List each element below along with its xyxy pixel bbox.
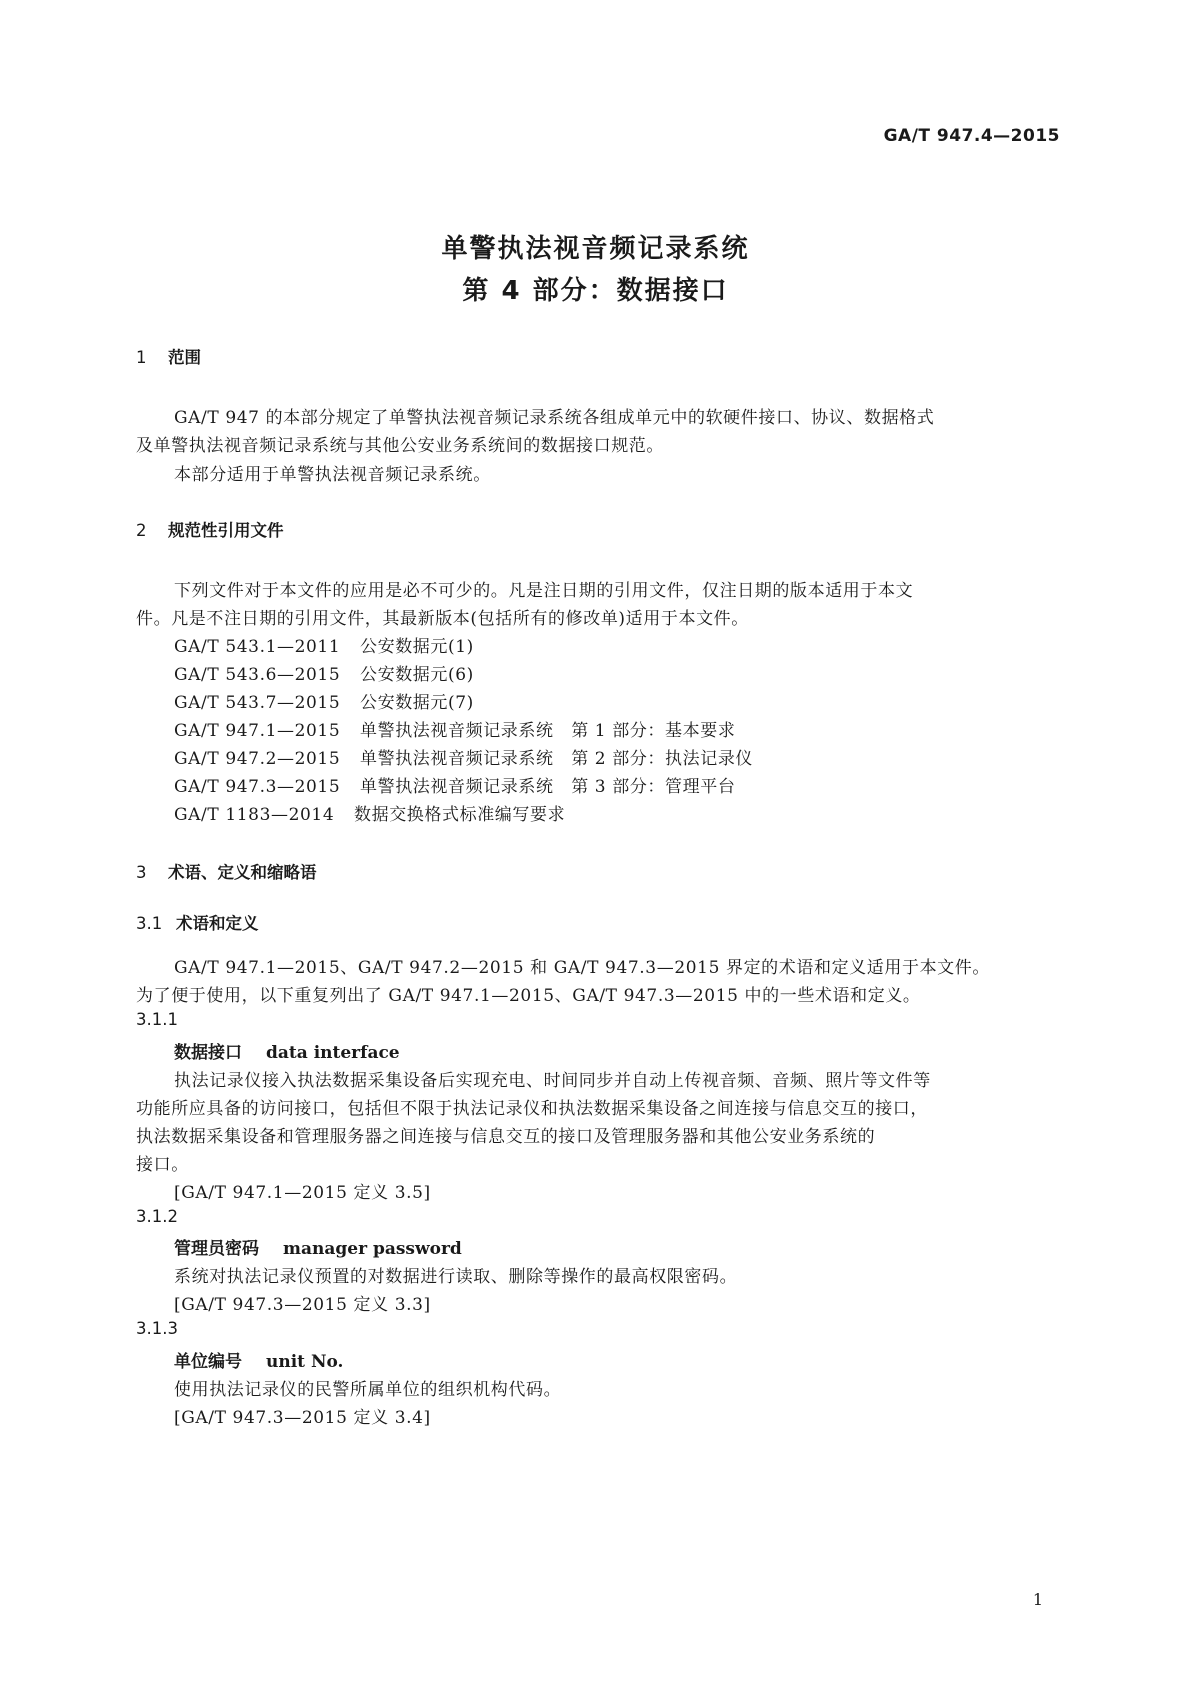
term-definition: 接口。 (136, 1155, 189, 1175)
reference-title: 公安数据元(6) (360, 665, 474, 685)
paragraph: 件。凡是不注日期的引用文件，其最新版本(包括所有的修改单)适用于本文件。 (136, 609, 749, 629)
term-chinese: 管理员密码 (174, 1239, 259, 1259)
reference-code: GA/T 947.3—2015 (174, 777, 341, 797)
reference-code: GA/T 1183—2014 (174, 805, 335, 825)
term-heading (174, 1234, 462, 1259)
term-definition: 系统对执法记录仪预置的对数据进行读取、删除等操作的最高权限密码。 (174, 1267, 738, 1287)
paragraph: 为了便于使用，以下重复列出了 GA/T 947.1—2015、GA/T 947.3—2015 中的一些术语和定义。 (136, 986, 921, 1006)
term-english: manager password (283, 1239, 462, 1259)
reference-item (174, 632, 474, 657)
term-english: data interface (266, 1043, 400, 1063)
section-number: 2 (136, 521, 147, 540)
term-english: unit No. (266, 1352, 344, 1372)
term-heading (174, 1038, 400, 1063)
term-chinese: 单位编号 (174, 1352, 242, 1372)
section-number: 3.1 (136, 914, 163, 933)
term-chinese: 数据接口 (174, 1043, 242, 1063)
section-3-1-heading (136, 910, 259, 934)
paragraph: 本部分适用于单警执法视音频记录系统。 (174, 465, 491, 485)
page-number: 1 (1032, 1590, 1043, 1609)
standard-code: GA/T 947.4—2015 (883, 126, 1060, 146)
term-definition: 执法数据采集设备和管理服务器之间连接与信息交互的接口及管理服务器和其他公安业务系统的 (136, 1127, 876, 1147)
reference-item (174, 744, 753, 769)
section-2-heading (136, 517, 284, 541)
term-number: 3.1.1 (136, 1010, 178, 1029)
section-title: 规范性引用文件 (168, 521, 284, 540)
section-3-heading (136, 859, 317, 883)
section-1-heading (136, 344, 201, 368)
paragraph: GA/T 947.1—2015、GA/T 947.2—2015 和 GA/T 947.3—2015 界定的术语和定义适用于本文件。 (174, 958, 990, 978)
paragraph: 及单警执法视音频记录系统与其他公安业务系统间的数据接口规范。 (136, 436, 664, 456)
reference-title: 单警执法视音频记录系统 第 1 部分：基本要求 (360, 721, 736, 741)
reference-title: 单警执法视音频记录系统 第 3 部分：管理平台 (360, 777, 736, 797)
section-title: 范围 (168, 348, 201, 367)
term-source: [GA/T 947.3—2015 定义 3.4] (174, 1408, 431, 1428)
document-title: 单警执法视音频记录系统 (441, 234, 750, 264)
term-source: [GA/T 947.1—2015 定义 3.5] (174, 1183, 431, 1203)
reference-code: GA/T 543.6—2015 (174, 665, 341, 685)
term-definition: 使用执法记录仪的民警所属单位的组织机构代码。 (174, 1380, 562, 1400)
reference-code: GA/T 543.1—2011 (174, 637, 341, 657)
reference-title: 公安数据元(1) (360, 637, 474, 657)
reference-item (174, 716, 735, 741)
paragraph: 下列文件对于本文件的应用是必不可少的。凡是注日期的引用文件，仅注日期的版本适用于本文 (174, 581, 914, 601)
reference-code: GA/T 543.7—2015 (174, 693, 341, 713)
section-title: 术语、定义和缩略语 (168, 863, 317, 882)
section-title: 术语和定义 (176, 914, 259, 933)
reference-code: GA/T 947.2—2015 (174, 749, 341, 769)
reference-item (174, 660, 474, 685)
term-number: 3.1.2 (136, 1207, 178, 1226)
reference-title: 单警执法视音频记录系统 第 2 部分：执法记录仪 (360, 749, 754, 769)
term-number: 3.1.3 (136, 1319, 178, 1338)
term-heading (174, 1347, 343, 1372)
reference-item (174, 688, 474, 713)
term-source: [GA/T 947.3—2015 定义 3.3] (174, 1295, 431, 1315)
term-definition: 执法记录仪接入执法数据采集设备后实现充电、时间同步并自动上传视音频、音频、照片等文件等 (174, 1071, 931, 1091)
reference-item (174, 800, 565, 825)
paragraph: GA/T 947 的本部分规定了单警执法视音频记录系统各组成单元中的软硬件接口、协议、数据格式 (174, 408, 935, 428)
reference-title: 公安数据元(7) (360, 693, 474, 713)
reference-title: 数据交换格式标准编写要求 (354, 805, 566, 825)
document-subtitle: 第 4 部分：数据接口 (462, 276, 729, 306)
reference-item (174, 772, 735, 797)
section-number: 1 (136, 348, 147, 367)
reference-code: GA/T 947.1—2015 (174, 721, 341, 741)
section-number: 3 (136, 863, 147, 882)
term-definition: 功能所应具备的访问接口，包括但不限于执法记录仪和执法数据采集设备之间连接与信息交互的接口， (136, 1099, 928, 1119)
